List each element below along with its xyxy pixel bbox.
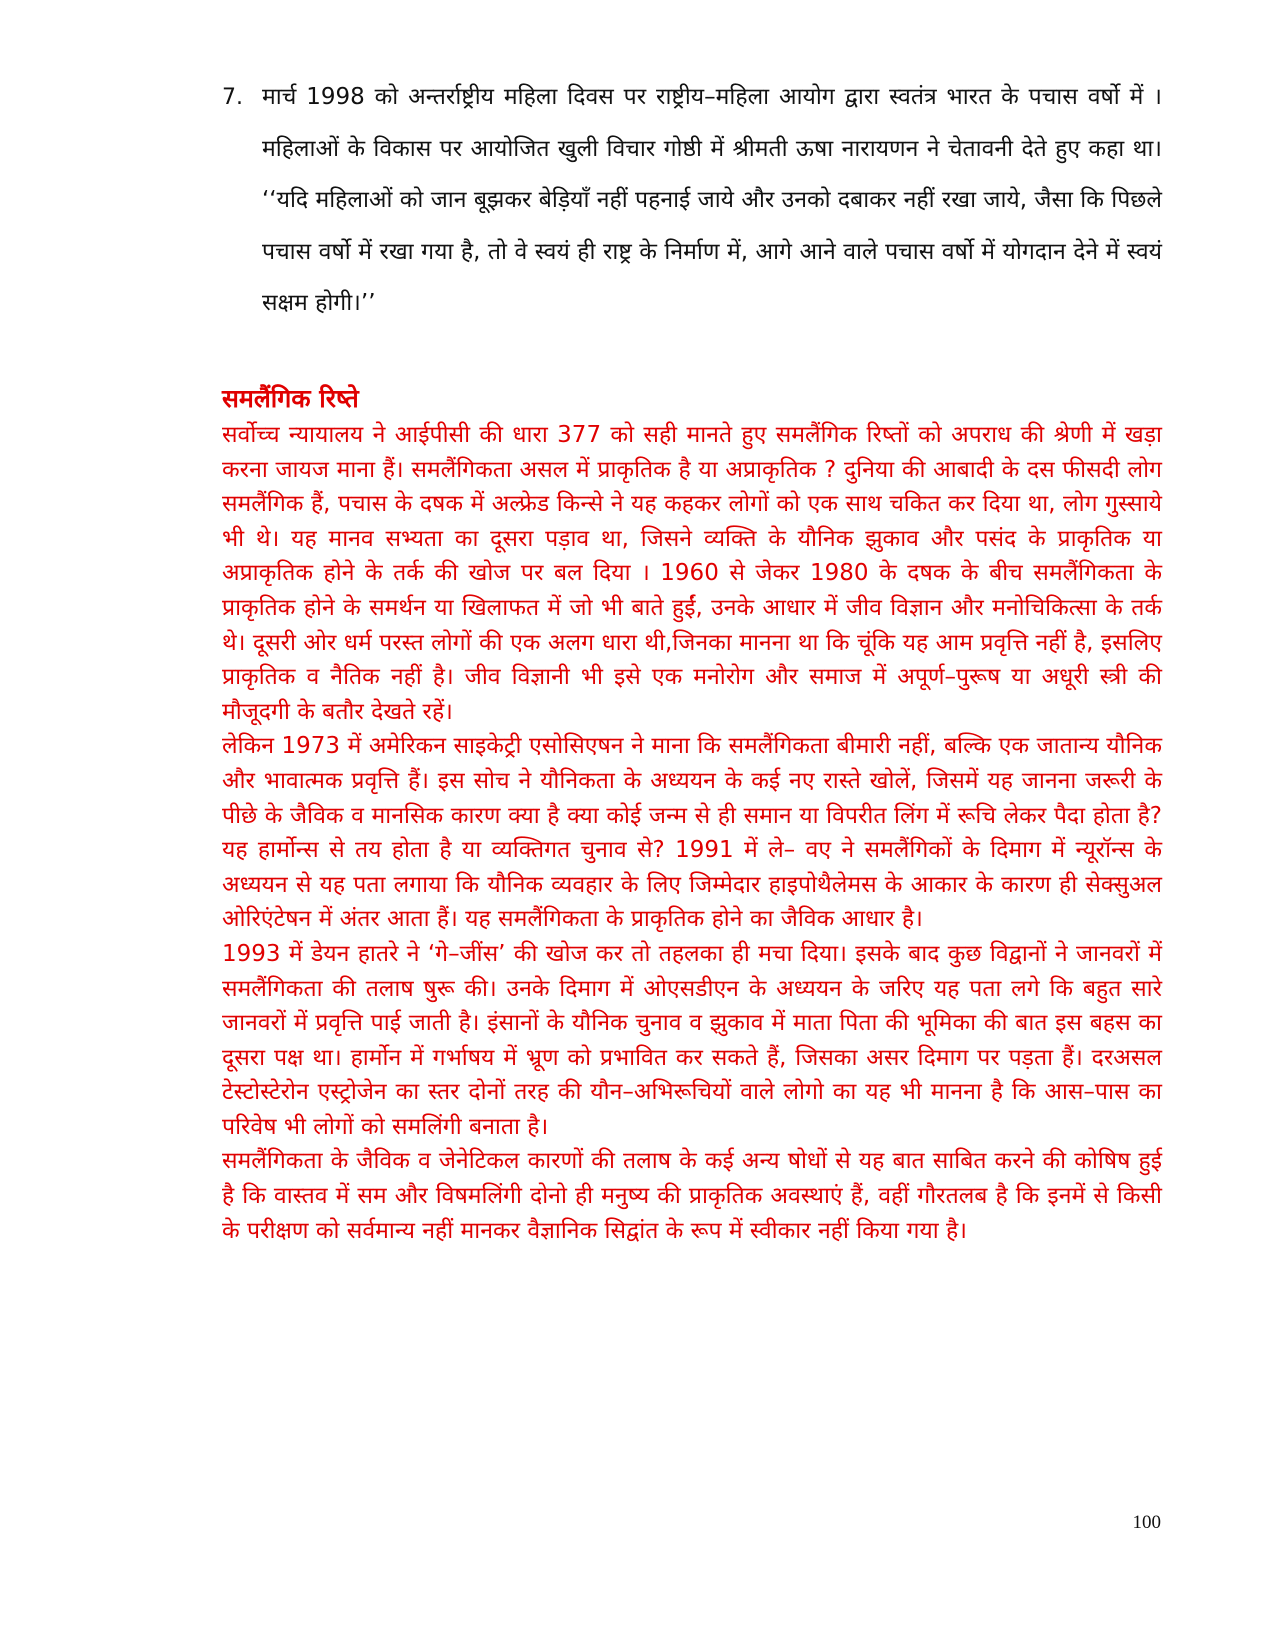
point-text: मार्च 1998 को अन्तर्राष्ट्रीय महिला दिवस पर राष्ट्रीय–महिला आयोग द्वारा स्वतंत्र भारत के पचास वर्षो में । महिलाओं के विकास पर आयोजित खुली विचार गोष्ठी में श्रीमती ऊषा नारायणन ने चेतावनी देते हुए कहा था। ‘‘यदि महिलाओं को जान बूझकर बेड़ियाँ नहीं पहनाई जाये और उनको दबाकर नहीं रखा जाये, जैसा कि पिछले पचास वर्षो में रखा गया है, तो वे स्वयं ही राष्ट्र के निर्माण में, आगे आने वाले पचास वर्षो में योगदान देने में स्वयं सक्षम होगी।’’: [262, 84, 1162, 316]
paragraph-3: 1993 में डेयन हातरे ने ‘गे–जींस’ की खोज कर तो तहलका ही मचा दिया। इसके बाद कुछ विद्वानों ने जानवरों में समलैंगिकता की तलाष षुरू की। उनके दिमाग में ओएसडीएन के अध्ययन के जरिए यह पता लगे कि बहुत सारे जानवरों में प्रवृत्ति पाई जाती है। इंसानों के यौनिक चुनाव व झुकाव में माता पिता की भूमिका की बात इस बहस का दूसरा पक्ष था। हार्मोन में गर्भाषय में भ्रूण को प्रभावित कर सकते हैं, जिसका असर दिमाग पर पड़ता हैं। दरअसल टेस्टोस्टेरोन एस्ट्रोजेन का स्तर दोनों तरह की यौन–अभिरूचियों वाले लोगो का यह भी मानना है कि आस–पास का परिवेष भी लोगों को समलिंगी बनाता है।: [222, 940, 1162, 1140]
page-number: 100: [1132, 1512, 1161, 1533]
numbered-point-7: [222, 72, 1162, 330]
paragraph-1: सर्वोच्च न्यायालय ने आईपीसी की धारा 377 को सही मानते हुए समलैंगिक रिष्तों को अपराध की श्रेणी में खड़ा करना जायज माना हैं। समलैंगिकता असल में प्राकृतिक है या अप्राकृतिक ? दुनिया की आबादी के दस फीसदी लोग समलैंगिक हैं, पचास के दषक में अल्फ्रेड किन्से ने यह कहकर लोगों को एक साथ चकित कर दिया था, लोग गुस्साये भी थे। यह मानव सभ्यता का दूसरा पड़ाव था, जिसने व्यक्ति के यौनिक झुकाव और पसंद के प्राकृतिक या अप्राकृतिक होने के तर्क की खोज पर बल दिया । 1960 से जेकर 1980 के दषक के बीच समलैंगिकता के प्राकृतिक होने के समर्थन या खिलाफत में जो भी बाते हुईं, उनके आधार में जीव विज्ञान और मनोचिकित्सा के तर्क थे। दूसरी ओर धर्म परस्त लोगों की एक अलग धारा थी,जिनका मानना था कि चूंकि यह आम प्रवृत्ति नहीं है, इसलिए प्राकृतिक व नैतिक नहीं है। जीव विज्ञानी भी इसे एक मनोरोग और समाज में अपूर्ण–पुरूष या अधूरी स्त्री की मौजूदगी के बतौर देखते रहें।: [222, 422, 1162, 725]
paragraph-4: समलैंगिकता के जैविक व जेनेटिकल कारणों की तलाष के कई अन्य षोधों से यह बात साबित करने की कोषिष हुई है कि वास्तव में सम और विषमलिंगी दोनो ही मनुष्य की प्राकृतिक अवस्थाएं हैं, वहीं गौरतलब है कि इनमें से किसी के परीक्षण को सर्वमान्य नहीं मानकर वैज्ञानिक सिद्वांत के रूप में स्वीकार नहीं किया गया है।: [222, 1148, 1162, 1244]
point-number: 7.: [222, 85, 243, 110]
section-heading: समलैंगिक रिष्ते: [222, 384, 359, 413]
section-same-sex-relations: [222, 382, 1162, 1248]
paragraph-2: लेकिन 1973 में अमेरिकन साइकेट्री एसोसिएषन ने माना कि समलैंगिकता बीमारी नहीं, बल्कि एक जातान्य यौनिक और भावात्मक प्रवृत्ति हैं। इस सोच ने यौनिकता के अध्ययन के कई नए रास्ते खोलें, जिसमें यह जानना जरूरी के पीछे के जैविक व मानसिक कारण क्या है क्या कोई जन्म से ही समान या विपरीत लिंग में रूचि लेकर पैदा होता है? यह हार्मोन्स से तय होता है या व्यक्तिगत चुनाव से? 1991 में ले– वए ने समलैंगिकों के दिमाग में न्यूरॉन्स के अध्ययन से यह पता लगाया कि यौनिक व्यवहार के लिए जिम्मेदार हाइपोथैलेमस के आकार के कारण ही सेक्सुअल ओरिएंटेषन में अंतर आता हैं। यह समलैंगिकता के प्राकृतिक होने का जैविक आधार है।: [222, 733, 1162, 933]
